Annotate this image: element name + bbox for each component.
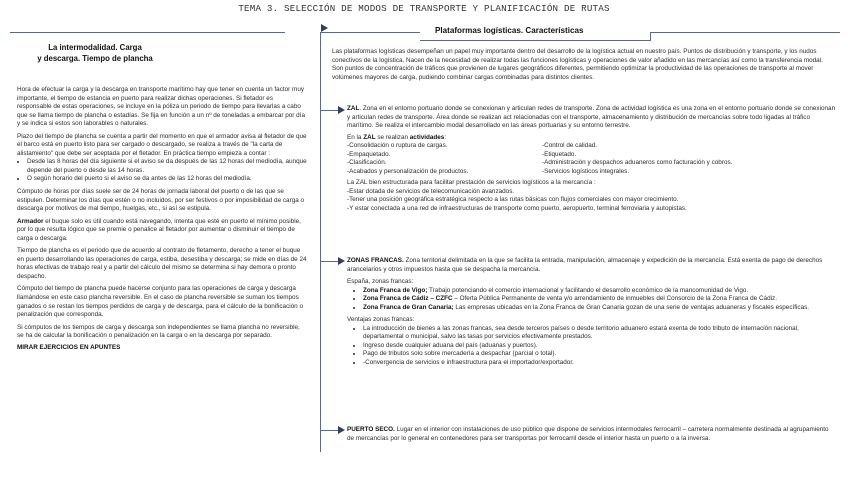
left-p4	[17, 218, 307, 244]
zal-activities-intro: En la ZAL se realizan actividades:	[347, 133, 447, 141]
list-item: -Estar dotada de servicios de telecomunicación avanzados.	[347, 187, 515, 195]
left-title-line2: y descarga. Tiempo de plancha	[37, 53, 153, 63]
list-item: -Consolidación o ruptura de cargas.	[347, 142, 448, 150]
list-item: • Zona Franca de Gran Canaria; Las empresas ubicadas en la Zona Franca de Gran Canaria gozan de una serie de ventajas aduaneras y fiscales específicas.	[363, 304, 837, 313]
activities-col2	[542, 142, 782, 176]
spain-zones-title: España, zonas francas:	[347, 278, 414, 286]
arrow-icon	[338, 257, 345, 265]
zal-structure-title: La ZAL bien estructurada para facilitar prestación de servicios logísticos a la mercancía :	[347, 179, 596, 187]
list-item: -Y estar conectada a una red de infraestructuras de transporte como puerto, aeropuerto, terminal ferroviaria y autopistas.	[347, 205, 687, 213]
list-item: • Pago de tributos solo sobre mercadería a despachar (parcial o total).	[363, 350, 837, 359]
list-item: -Acabados y personalización de productos.	[347, 167, 469, 175]
zonas-francas-section	[347, 257, 837, 368]
zal-section	[347, 105, 837, 214]
list-item: -Tener una posición geográfica estratégica respecto a las rutas básicas con flujos comerciales con mayor crecimiento.	[347, 196, 679, 204]
activities-col1	[347, 142, 542, 176]
zf-definition	[347, 257, 837, 274]
left-p2-bullets	[17, 158, 307, 184]
list-item: • O según horario del puerto si el aviso se da antes de las 12 horas del mediodía.	[27, 175, 307, 184]
spain-zones-list	[347, 287, 837, 313]
zf-text: Zona territorial delimitada en la que se facilita la entrada, manipulación, almacenaje y expedición de la mercancía. Está exenta de pago de derechos arancelarios y otros impuestos hasta que se despacha la mercancía.	[347, 257, 823, 273]
right-section-title: Plataformas logísticas. Características	[435, 26, 584, 35]
arrow-stem-zal	[321, 110, 339, 111]
left-section-title	[20, 43, 170, 64]
list-item: -Control de calidad.	[542, 142, 598, 150]
left-p1: Hora de efectuar la carga y la descarga en transporte marítimo hay que tener en cuenta un factor muy importante, el tiempo de estancia en puerto para realizar dichas operaciones. Si fletador es responsable de estas operaciones, se incluye en la póliza un periodo de tiempo para llevarlas a cabo que se llama tiempo de plancha o estadías. Se fija en función a un nº de toneladas a embarcar por día y se indica si estos son laborables o naturales.	[17, 86, 305, 128]
puerto-seco-section	[347, 426, 837, 443]
arrow-stem-ps	[321, 430, 339, 431]
list-item: • -Convergencia de servicios e infraestructura para el importador/exportador.	[363, 359, 837, 368]
zal-definition	[347, 105, 837, 131]
arrow-icon	[338, 106, 345, 114]
arrow-icon	[321, 24, 328, 32]
arrow-icon	[338, 426, 345, 434]
left-p5: Tiempo de plancha es el periodo que de acuerdo al contrato de fletamento, derecho a tener el buque en puerto desarrollando las operaciones de carga, estiba, desestiba y descarga; se mide en días de 24 horas efectivas de trabajo real y a partir del cálculo del mismo se determina si hay demora o pronto despacho.	[17, 247, 307, 280]
left-p4-text: el buque solo es útil cuando está navegando, intenta que esté en puerto el mínimo posible, por lo que resulta lógico que se premie o penalice al fletador por aumentar o disminuir el tiempo de carga o descarga.	[17, 217, 301, 242]
left-body	[17, 86, 307, 352]
list-item: • Ingreso desde cualquier aduana del país (aduanas y puertos).	[363, 342, 837, 351]
zal-label: ZAL	[347, 105, 360, 112]
left-p7: Si cómputos de los tiempos de carga y descarga son independientes se llama plancha no reversible, se ha de calcular la bonificación o penalización en la carga o en la descarga por separado.	[17, 323, 300, 340]
advantages-list	[347, 325, 837, 368]
header-underline-left	[10, 32, 285, 33]
list-item: -Administración y despachos aduaneros como facturación y cobros.	[542, 159, 733, 167]
list-item: -Clasificación.	[347, 159, 387, 167]
right-top-rule	[650, 32, 840, 33]
list-item: • Zona Franca de Vigo; Trabajo potenciando el comercio internacional y facilitando el desarrollo económico de la mancomunidad de Vigo.	[363, 287, 837, 296]
right-intro: Las plataformas logísticas desempeñan un papel muy importante dentro del desarrollo de la logística actual en nuestro país. Puntos de distribución y transporte, y los nudos conectivos de la logística. Nacen de la necesidad de realizar todas las funciones logísticas y operaciones de valor añadido en las mercancías así como la transferencia modal. Son puntos de concentración de tráficos que provienen de lugares geográficos diferentes, permitiendo optimizar la productividad de las operaciones de transporte al mover volúmenes mayores de carga, pudiendo combinar cargas combinadas para distintos clientes.	[332, 48, 823, 81]
page-title: TEMA 3. SELECCIÓN DE MODOS DE TRANSPORTE Y PLANIFICACIÓN DE RUTAS	[238, 3, 610, 14]
left-title-line1: La intermodalidad. Carga	[48, 43, 142, 52]
left-p3: Cómputo de horas por días suele ser de 24 horas de jornada laboral del puerto o de las que se estipulen. Determinar los días que estén o no incluidos, por ser festivos o por imposibilidad de carga o descarga por motivos de mal tiempo, huelgas, etc., si así se estipula.	[17, 188, 305, 213]
list-item: -Etiquetado.	[542, 150, 577, 158]
left-p8: MIRAR EJERCICIOS EN APUNTES	[17, 343, 121, 351]
zal-text: . Zona en el entorno portuario donde se conexionan y articulan redes de transporte. Zona de actividad logística es una zona en el entorno portuario donde se conexionan y articulan redes de transporte. Área donde se realizan act relacionadas con el transporte, almacenamiento y distribución de mercancías sobre todo ligadas al tráfico marítimo. Se realiza el intercambio modal desarrollado en las áreas portuarias y su entorno terrestre.	[347, 105, 836, 130]
zal-activities	[347, 142, 837, 176]
list-item: -Servicios logísticos integrales.	[542, 167, 630, 175]
right-connector	[650, 32, 651, 41]
list-item: • Zona Franca de Cádiz – CZFC – Oferta Pública Permanente de venta y/o arrendamiento de inmuebles del Consorcio de la Zona Franca de Cádiz.	[363, 295, 837, 304]
zf-label: ZONAS FRANCAS.	[347, 257, 404, 264]
left-p4-bold: Armador	[17, 217, 44, 225]
ps-text: Lugar en el interior con instalaciones de uso público que dispone de servicios intermodales ferrocarril – carretera normalmente destinada al agrupamiento de mercancías por lo general en contenedores para ser transportas por ferrocarril desde el interior hasta un puerto o a la inversa.	[347, 426, 829, 442]
list-item: • Desde las 8 horas del día siguiente si el aviso se da después de las 12 horas del mediodía, aunque depende del puerto o desde las 14 horas.	[27, 158, 307, 175]
list-item: -Empaquetado.	[347, 150, 391, 158]
list-item: • La introducción de bienes a las zonas francas, sea desde terceros países o desde territorio aduanero estará exenta de todo tributo de internación nacional, departamental o municipal, salvo las tasas por servicios efectivamente prestados.	[363, 325, 837, 342]
center-divider-top	[320, 32, 420, 33]
left-p2: Plazo del tiempo de plancha se cuenta a partir del momento en que el armador avisa al fletador de que el barco está en puerto listo para ser cargado o descargado, se realiza a través de "la carta de alistamiento" que debe ser aceptada por el fletador. En práctica tiempo empieza a contar :	[17, 132, 307, 157]
advantages-title: Ventajas zonas francas:	[347, 316, 415, 324]
left-p6: Cómputo del tiempo de plancha puede hacerse conjunto para las operaciones de carga y descarga llamándose en este caso plancha reversible. En el caso de plancha reversible se suman los tiempos ganados o se restan los tiempos perdidos de carga y de descarga, para el cálculo de la bonificación o penalización que corresponda.	[17, 285, 303, 319]
right-title-underline	[420, 40, 650, 41]
arrow-stem-zf	[321, 261, 339, 262]
center-divider	[320, 32, 321, 452]
ps-label: PUERTO SECO.	[347, 426, 395, 433]
